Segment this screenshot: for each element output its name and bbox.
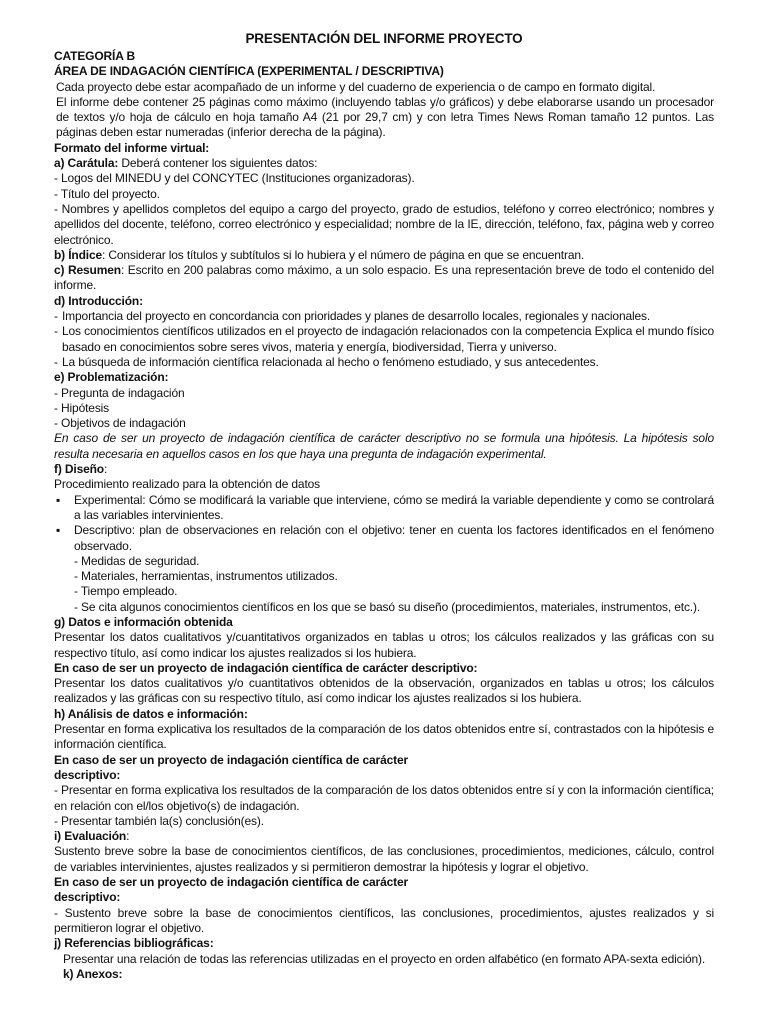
- square-bullet-icon: ▪: [56, 492, 61, 507]
- area-heading-text: ÁREA DE INDAGACIÓN CIENTÍFICA (EXPERIMENTAL / DESCRIPTIVA): [54, 64, 444, 79]
- area-heading: [54, 64, 714, 79]
- section-f-subitem: - Tiempo empleado.: [74, 584, 178, 599]
- section-i-desc-text: - Sustento breve sobre la base de conocimientos científicos, las conclusiones, procedimientos, ajustes realizados y si permitieron lograr el objetivo.: [54, 905, 714, 935]
- document-title: PRESENTACIÓN DEL INFORME PROYECTO: [245, 31, 523, 46]
- section-j-text: Presentar una relación de todas las referencias utilizadas en el proyecto en orden alfabético (en formato APA-sexta edición).: [63, 951, 706, 966]
- section-g-text: Presentar los datos cualitativos y/cuantitativos organizados en tablas u otros; los cálculos realizados y las gráficas con su respectivo título, así como indicar los ajustes realizados si los hubiera.: [54, 630, 714, 660]
- category-heading: CATEGORÍA B: [54, 49, 136, 63]
- section-d-item: [54, 309, 714, 324]
- section-k-label: k) Anexos:: [63, 966, 123, 981]
- section-i-colon: :: [126, 829, 130, 844]
- section-f-subitem: - Medidas de seguridad.: [74, 553, 200, 568]
- section-f-label: f) Diseño: [54, 462, 104, 477]
- section-g-desc-text: Presentar los datos cualitativos y/o cuantitativos obtenidos de la observación, organizados en tablas u otros; los cálculos realizados y las gráficas con su respectivo título, así como indicar los ajustes realizados si los hubiera.: [54, 676, 714, 706]
- section-f-bullet: [54, 493, 714, 524]
- section-i-label: i) Evaluación: [54, 829, 127, 844]
- section-g-desc-heading: En caso de ser un proyecto de indagación científica de carácter descriptivo:: [54, 660, 478, 675]
- section-b: [54, 248, 714, 263]
- section-b-text: : Considerar los títulos y subtítulos si lo hubiera y el número de página en que se encuentran.: [102, 247, 585, 262]
- section-f-line: Procedimiento realizado para la obtención de datos: [54, 477, 321, 492]
- section-f-bullet: [54, 523, 714, 554]
- section-f-subitem: - Se cita algunos conocimientos científicos en los que se basó su diseño (procedimientos, materiales, instrumentos, etc.).: [74, 599, 701, 614]
- section-c-text: : Escrito en 200 palabras como máximo, a un solo espacio. Es una representación breve de todo el contenido del informe.: [54, 263, 714, 293]
- section-f-colon: :: [103, 462, 108, 477]
- intro-paragraph-2: El informe debe contener 25 páginas como máximo (incluyendo tablas y/o gráficos) y debe elaborarse usando un procesador de textos y/o hoja de cálculo en hoja tamaño A4 (21 por 29,7 cm) y con letra Times News Roman tamaño 12 puntos. Las páginas deben estar numeradas (inferior derecha de la página).: [56, 94, 714, 140]
- section-h-desc-heading-2: descriptivo:: [54, 767, 121, 782]
- section-e-note: En caso de ser un proyecto de indagación científica de carácter descriptivo no se formula una hipótesis. La hipótesis solo resulta necesaria en aquellos casos en los que haya una pregunta de indagación experimental.: [54, 431, 714, 461]
- section-e-item: - Hipótesis: [54, 400, 110, 415]
- format-heading: Formato del informe virtual:: [54, 140, 210, 155]
- section-a-text: Deberá contener los siguientes datos:: [118, 156, 318, 171]
- section-i-desc-heading-2: descriptivo:: [54, 890, 121, 905]
- intro-paragraph-1: Cada proyecto debe estar acompañado de un informe y del cuaderno de experiencia o de campo en formato digital.: [56, 79, 656, 94]
- section-e-label: e) Problematización:: [54, 370, 169, 385]
- dash-marker: -: [54, 324, 58, 339]
- section-i-text: Sustento breve sobre la base de conocimientos científicos, de las conclusiones, procedimientos, mediciones, cálculo, control de variables intervinientes, ajustes realizados y si permitieron demostrar la hipótesis y lograr el objetivo.: [54, 844, 714, 874]
- section-f-bullet-text: Descriptivo: plan de observaciones en relación con el objetivo: tener en cuenta los factores identificados en el fenómeno observado.: [74, 523, 714, 553]
- section-a: [54, 156, 714, 171]
- section-h-label: h) Análisis de datos e información:: [54, 706, 248, 721]
- section-f: [54, 462, 714, 477]
- section-c-label: c) Resumen: [54, 263, 121, 278]
- section-g-label: g) Datos e información obtenida: [54, 614, 233, 629]
- section-a-item: - Logos del MINEDU y del CONCYTEC (Instituciones organizadoras).: [54, 171, 415, 186]
- section-h-item: - Presentar también la(s) conclusión(es).: [54, 813, 264, 828]
- section-c: [54, 263, 714, 294]
- section-d-item-text: Los conocimientos científicos utilizados en el proyecto de indagación relacionados con la competencia Explica el mundo físico basado en conocimientos sobre seres vivos, materia y energía, biodiversidad, Tierra y universo.: [62, 324, 714, 354]
- section-e-item: - Objetivos de indagación: [54, 416, 186, 431]
- section-h-item: - Presentar en forma explicativa los resultados de la comparación de los datos obtenidos entre sí y con la información científica; en relación con el/los objetivo(s) de indagación.: [54, 783, 714, 813]
- section-f-subitem: - Materiales, herramientas, instrumentos utilizados.: [74, 569, 338, 584]
- section-h-text: Presentar en forma explicativa los resultados de la comparación de los datos obtenidos entre sí, contrastados con la hipótesis e información científica.: [54, 722, 714, 752]
- section-f-bullet-text: Experimental: Cómo se modificará la variable que interviene, cómo se medirá la variable dependiente y como se controlará a las variables intervinientes.: [74, 492, 714, 522]
- square-bullet-icon: ▪: [56, 523, 61, 538]
- section-d-item: [54, 324, 714, 355]
- section-b-label: b) Índice: [54, 247, 102, 262]
- section-d-item: [54, 355, 714, 370]
- section-e-item: - Pregunta de indagación: [54, 385, 185, 400]
- dash-marker: -: [54, 354, 58, 369]
- section-i-desc-heading: En caso de ser un proyecto de indagación científica de carácter: [54, 875, 409, 890]
- section-i: [54, 829, 714, 844]
- section-a-item: - Nombres y apellidos completos del equipo a cargo del proyecto, grado de estudios, teléfono y correo electrónico; nombres y apellidos del docente, teléfono, correo electrónico y especialidad; nombre de la IE, dirección, teléfono, fax, página web y correo electrónico.: [54, 201, 714, 247]
- section-d-label: d) Introducción:: [54, 293, 143, 308]
- section-a-label: a) Carátula:: [54, 156, 119, 171]
- section-a-item: - Título del proyecto.: [54, 186, 160, 201]
- section-h-desc-heading: En caso de ser un proyecto de indagación científica de carácter: [54, 752, 409, 767]
- section-d-item-text: Importancia del proyecto en concordancia con prioridades y planes de desarrollo locales, regionales y nacionales.: [62, 309, 651, 324]
- section-j-label: j) Referencias bibliográficas:: [54, 936, 214, 951]
- section-d-item-text: La búsqueda de información científica relacionada al hecho o fenómeno estudiado, y sus antecedentes.: [62, 354, 599, 369]
- dash-marker: -: [54, 309, 58, 324]
